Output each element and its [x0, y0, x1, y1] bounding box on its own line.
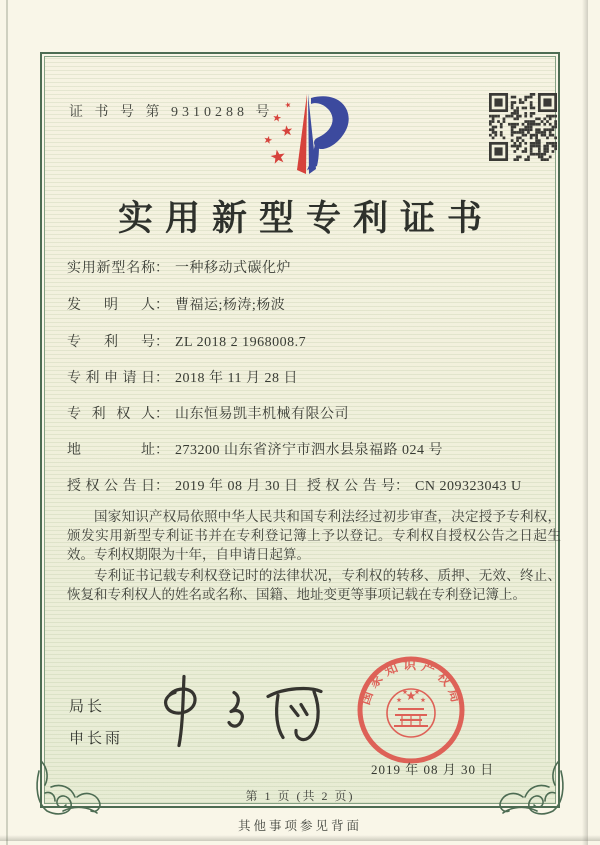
legal-paragraph-2: 专利证书记载专利权登记时的法律状况，专利权的转移、质押、无效、终止、恢复和专利权人的姓名或名称、国籍、地址变更等事项记载在专利登记簿上。: [67, 568, 561, 602]
page-number: 第 1 页 (共 2 页): [245, 789, 355, 803]
field-value: 山东恒易凯丰机械有限公司: [175, 407, 349, 422]
field-row-address: 地址： 273200 山东省济宁市泗水县泉福路 024 号: [67, 439, 443, 459]
field-value: 273200 山东省济宁市泗水县泉福路 024 号: [175, 443, 443, 458]
director-title: 局长: [69, 699, 106, 715]
scan-edge-right: [582, 0, 588, 845]
field-row-patentee: 专利权人： 山东恒易凯丰机械有限公司: [67, 403, 349, 423]
scan-edge-bottom: [0, 835, 600, 841]
field-row-filing-date: 专利申请日： 2018 年 11 月 28 日: [67, 367, 298, 387]
field-value: 一种移动式碳化炉: [175, 261, 291, 276]
field-label: 发明人: [67, 298, 155, 313]
legal-paragraph-1: 国家知识产权局依照中华人民共和国专利法经过初步审查，决定授予专利权，颁发实用新型专利证书并在专利登记簿上予以登记。专利权自授权公告之日起生效。专利权期限为十年，自申请日起算。: [67, 509, 561, 562]
svg-text:国家知识产权局: [357, 657, 465, 708]
reverse-side-note: 其他事项参见背面: [237, 819, 362, 833]
field-label: 专利权人: [67, 407, 155, 422]
field-row-grant: 授权公告日： 2019 年 08 月 30 日 授权公告号： CN 209323043 U: [67, 475, 543, 495]
seal-text: 国家知识产权局: [357, 656, 466, 709]
field-row-inventors: 发明人： 曹福运;杨涛;杨波: [67, 294, 285, 314]
cnipa-logo-icon: [253, 81, 363, 183]
director-name: 申长雨: [69, 731, 124, 747]
certificate-number: 证 书 号 第 9310288 号: [69, 105, 274, 120]
field-row-patent-no: 专利号： ZL 2018 2 1968008.7: [67, 331, 306, 351]
seal-date: 2019 年 08 月 30 日: [371, 762, 495, 777]
field-label: 实用新型名称: [67, 261, 155, 276]
field-value: 曹福运;杨涛;杨波: [175, 298, 286, 313]
certificate-body: [44, 56, 561, 804]
qr-code: [489, 93, 557, 161]
field-label: 授权公告日: [67, 479, 155, 494]
official-seal: [354, 653, 468, 767]
field-label: 授权公告号: [307, 479, 395, 494]
grant-no-value: CN 209323043 U: [415, 479, 522, 494]
certificate-title: 实用新型专利证书: [117, 199, 494, 238]
field-label: 专利申请日: [67, 371, 155, 386]
certificate-frame: [40, 52, 560, 808]
director-block: [69, 695, 123, 759]
field-value: ZL 2018 2 1968008.7: [175, 335, 307, 350]
field-value: 2018 年 11 月 28 日: [175, 371, 298, 386]
director-signature: [150, 665, 335, 753]
legal-text: [67, 507, 561, 606]
field-label: 地址: [67, 443, 155, 458]
grant-date-value: 2019 年 08 月 30 日: [175, 479, 299, 494]
field-row-name: 实用新型名称： 一种移动式碳化炉: [67, 257, 291, 277]
field-label: 专利号: [67, 335, 155, 350]
scan-edge-left: [6, 0, 8, 845]
grant-no-pair: 授权公告号： CN 209323043 U: [307, 475, 522, 495]
